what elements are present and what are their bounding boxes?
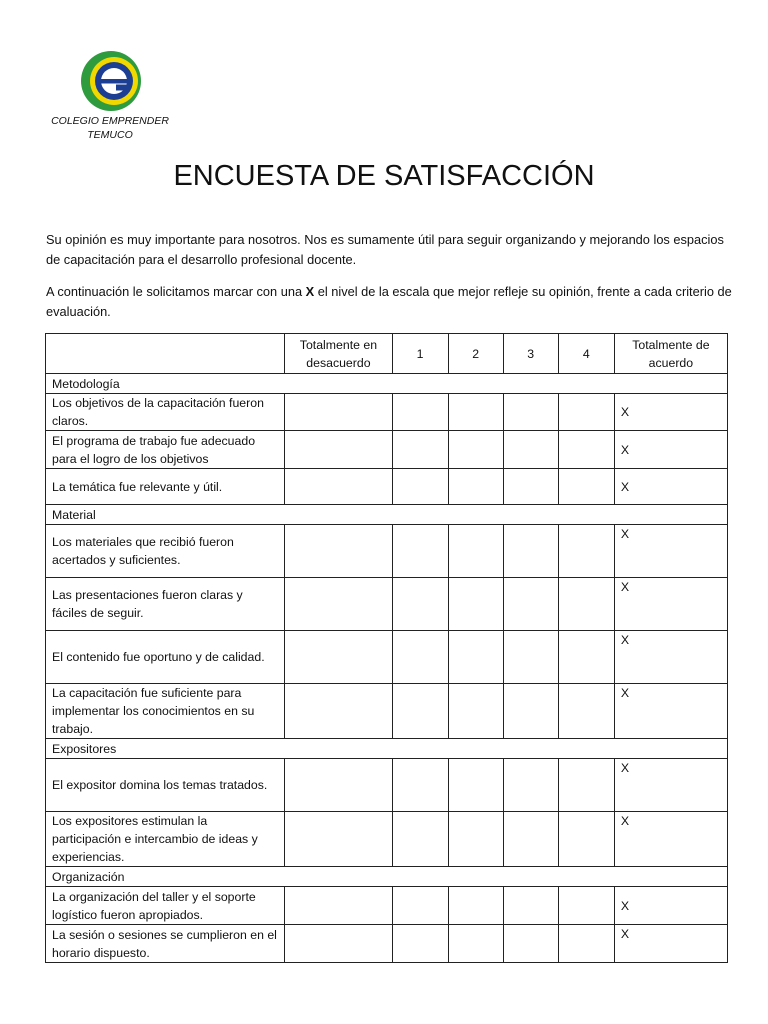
option-totally-disagree[interactable] [285, 525, 392, 578]
header-scale-2: 2 [448, 334, 503, 374]
option-3[interactable] [503, 684, 558, 739]
option-totally-agree[interactable]: X [614, 631, 727, 684]
option-2[interactable] [448, 812, 503, 867]
survey-table [45, 333, 728, 963]
option-1[interactable] [392, 525, 448, 578]
option-4[interactable] [558, 887, 614, 925]
option-totally-agree[interactable]: X [614, 525, 727, 578]
option-totally-agree[interactable]: X [614, 684, 727, 739]
option-1[interactable] [392, 925, 448, 963]
option-3[interactable] [503, 925, 558, 963]
table-row [46, 431, 728, 469]
section-row [46, 374, 728, 394]
option-4[interactable] [558, 925, 614, 963]
option-totally-agree[interactable]: X [614, 812, 727, 867]
option-1[interactable] [392, 759, 448, 812]
header-scale-1: 1 [392, 334, 448, 374]
option-4[interactable] [558, 684, 614, 739]
option-totally-disagree[interactable] [285, 759, 392, 812]
option-totally-agree[interactable]: X [614, 394, 727, 431]
option-4[interactable] [558, 578, 614, 631]
option-totally-agree[interactable]: X [614, 578, 727, 631]
option-1[interactable] [392, 887, 448, 925]
section-row [46, 867, 728, 887]
table-row [46, 925, 728, 963]
option-4[interactable] [558, 631, 614, 684]
table-row [46, 887, 728, 925]
option-2[interactable] [448, 431, 503, 469]
table-row [46, 469, 728, 505]
option-3[interactable] [503, 431, 558, 469]
option-2[interactable] [448, 631, 503, 684]
header-totally-disagree: Totalmente en desacuerdo [285, 334, 392, 374]
instructions-text-after: el nivel de la escala que mejor refleje su opinión, frente a cada criterio de evaluación. [46, 284, 732, 319]
option-1[interactable] [392, 431, 448, 469]
option-2[interactable] [448, 684, 503, 739]
option-4[interactable] [558, 759, 614, 812]
option-2[interactable] [448, 578, 503, 631]
section-title-expositores: Expositores [46, 739, 728, 759]
option-totally-disagree[interactable] [285, 578, 392, 631]
intro-paragraph: Su opinión es muy importante para nosotros. Nos es sumamente útil para seguir organizando y mejorando los espacios de capacitación para el desarrollo profesional docente. [46, 232, 724, 267]
option-1[interactable] [392, 684, 448, 739]
table-row [46, 684, 728, 739]
instructions-paragraph [46, 282, 736, 322]
section-row [46, 739, 728, 759]
option-totally-disagree[interactable] [285, 394, 392, 431]
option-4[interactable] [558, 431, 614, 469]
section-title-metodologia: Metodología [46, 374, 728, 394]
table-row [46, 631, 728, 684]
school-logo [80, 50, 142, 112]
instructions-text-before: A continuación le solicitamos marcar con una [46, 284, 306, 299]
option-1[interactable] [392, 631, 448, 684]
table-row [46, 394, 728, 431]
option-3[interactable] [503, 812, 558, 867]
school-name-line1: COLEGIO EMPRENDER [51, 115, 169, 127]
option-totally-disagree[interactable] [285, 469, 392, 505]
option-3[interactable] [503, 469, 558, 505]
criterion-cell: La temática fue relevante y útil. [46, 469, 285, 505]
criterion-cell: La organización del taller y el soporte logístico fueron apropiados. [46, 887, 285, 925]
table-header-row [46, 334, 728, 374]
option-totally-disagree[interactable] [285, 684, 392, 739]
option-4[interactable] [558, 469, 614, 505]
criterion-cell: El expositor domina los temas tratados. [46, 759, 285, 812]
option-1[interactable] [392, 578, 448, 631]
option-2[interactable] [448, 525, 503, 578]
option-3[interactable] [503, 759, 558, 812]
option-totally-agree[interactable]: X [614, 759, 727, 812]
option-2[interactable] [448, 887, 503, 925]
criterion-cell: Las presentaciones fueron claras y fáciles de seguir. [46, 578, 285, 631]
option-1[interactable] [392, 469, 448, 505]
option-totally-disagree[interactable] [285, 887, 392, 925]
table-row [46, 578, 728, 631]
option-totally-disagree[interactable] [285, 812, 392, 867]
option-2[interactable] [448, 394, 503, 431]
criterion-cell: El programa de trabajo fue adecuado para el logro de los objetivos [46, 431, 285, 469]
criterion-cell: Los materiales que recibió fueron acertados y suficientes. [46, 525, 285, 578]
option-totally-disagree[interactable] [285, 431, 392, 469]
page-title: ENCUESTA DE SATISFACCIÓN [173, 160, 595, 192]
criterion-cell: La sesión o sesiones se cumplieron en el horario dispuesto. [46, 925, 285, 963]
criterion-cell: El contenido fue oportuno y de calidad. [46, 631, 285, 684]
option-totally-agree[interactable]: X [614, 431, 727, 469]
school-name [40, 114, 180, 142]
option-2[interactable] [448, 925, 503, 963]
table-row [46, 525, 728, 578]
option-3[interactable] [503, 525, 558, 578]
school-name-line2: TEMUCO [87, 129, 133, 141]
option-4[interactable] [558, 394, 614, 431]
section-row [46, 505, 728, 525]
header-scale-4: 4 [558, 334, 614, 374]
option-3[interactable] [503, 394, 558, 431]
option-totally-agree[interactable]: X [614, 469, 727, 505]
option-1[interactable] [392, 812, 448, 867]
option-3[interactable] [503, 887, 558, 925]
option-2[interactable] [448, 469, 503, 505]
table-row [46, 812, 728, 867]
option-1[interactable] [392, 394, 448, 431]
criterion-cell: Los objetivos de la capacitación fueron claros. [46, 394, 285, 431]
option-4[interactable] [558, 812, 614, 867]
option-4[interactable] [558, 525, 614, 578]
option-3[interactable] [503, 578, 558, 631]
header-scale-3: 3 [503, 334, 558, 374]
criterion-cell: Los expositores estimulan la participación e intercambio de ideas y experiencias. [46, 812, 285, 867]
section-title-material: Material [46, 505, 728, 525]
option-2[interactable] [448, 759, 503, 812]
instructions-mark-symbol: X [305, 284, 315, 299]
section-title-organizacion: Organización [46, 867, 728, 887]
header-criterion [46, 334, 285, 374]
header-totally-agree: Totalmente de acuerdo [614, 334, 727, 374]
table-row [46, 759, 728, 812]
option-totally-disagree[interactable] [285, 925, 392, 963]
option-totally-agree[interactable]: X [614, 887, 727, 925]
option-totally-agree[interactable]: X [614, 925, 727, 963]
criterion-cell: La capacitación fue suficiente para implementar los conocimientos en su trabajo. [46, 684, 285, 739]
option-totally-disagree[interactable] [285, 631, 392, 684]
option-3[interactable] [503, 631, 558, 684]
